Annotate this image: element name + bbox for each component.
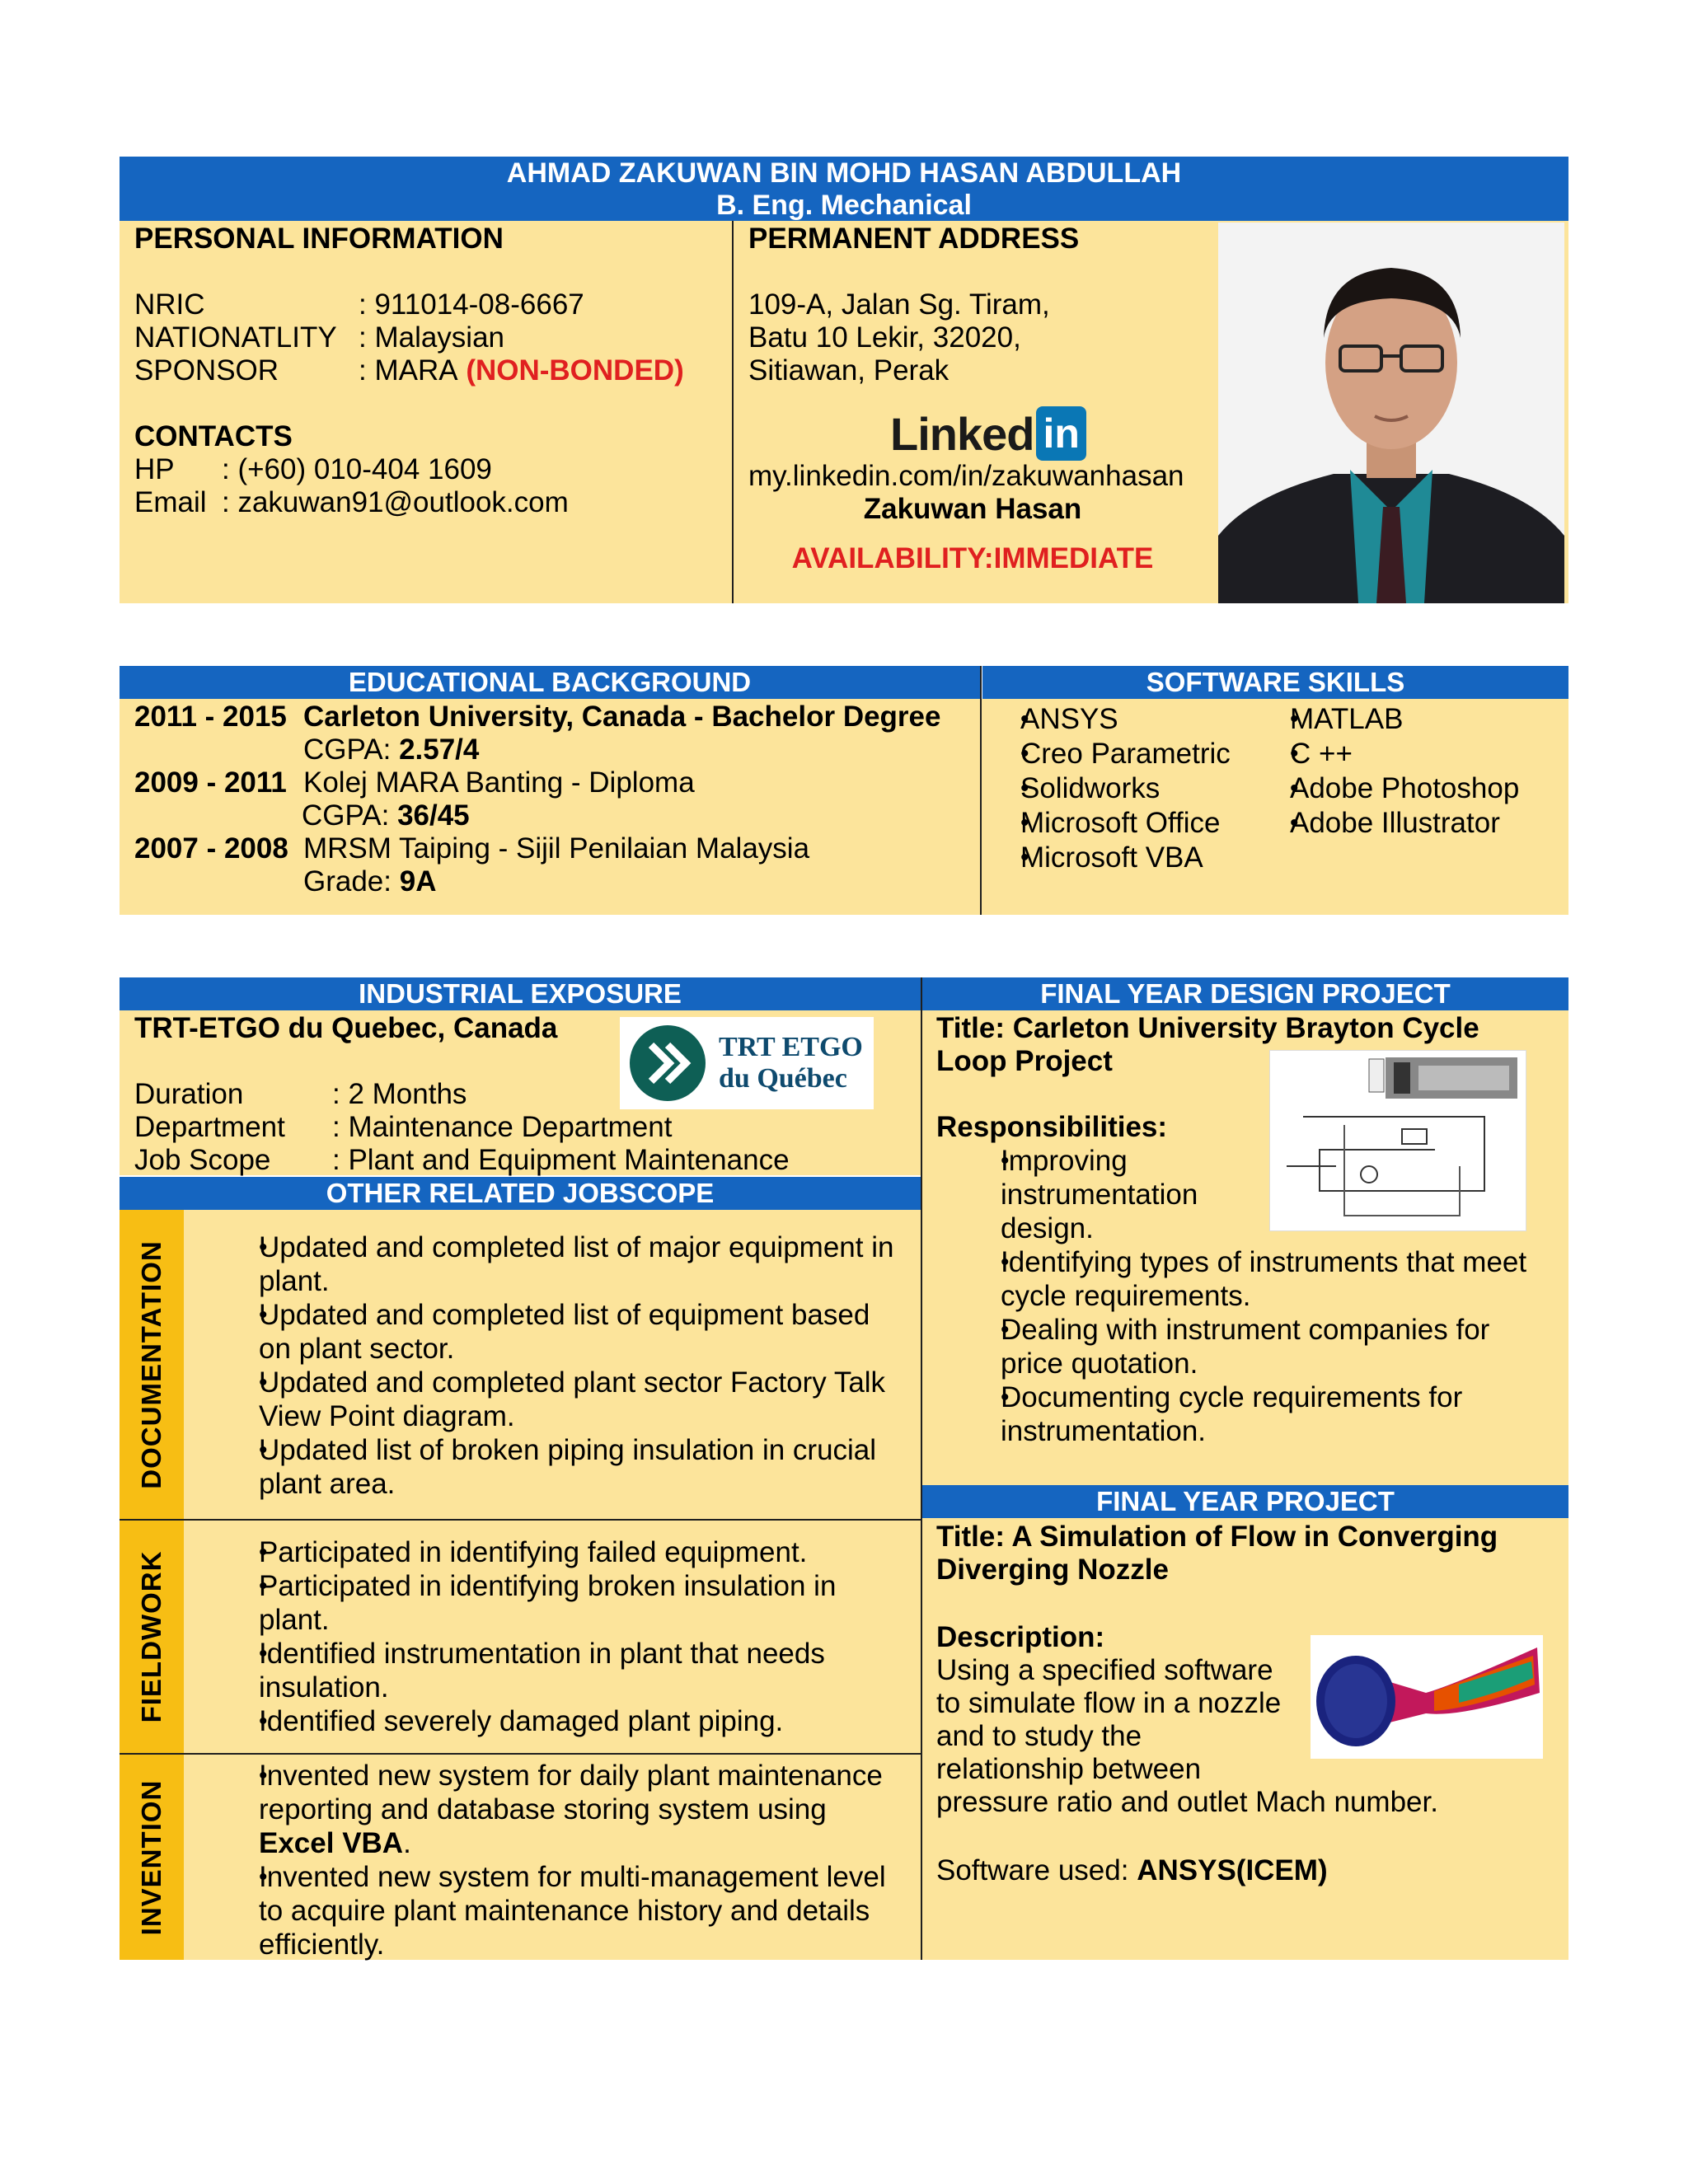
personal-divider: [732, 221, 734, 603]
fyp-heading: FINAL YEAR PROJECT: [922, 1485, 1568, 1518]
documentation-list: [206, 1230, 907, 1501]
sponsor-label: SPONSOR: [134, 354, 279, 387]
grade-value: 2.57/4: [399, 733, 480, 766]
email-label: Email: [134, 486, 207, 518]
software-item: • Adobe Photoshop: [1259, 771, 1564, 806]
responsibility-item: • Identifying types of instruments that meet cycle requirements.: [941, 1245, 1568, 1313]
education-grade: [134, 865, 975, 898]
duration-value: : 2 Months: [332, 1078, 467, 1110]
candidate-degree: B. Eng. Mechanical: [716, 190, 972, 221]
availability-status: AVAILABILITY:IMMEDIATE: [791, 542, 1154, 574]
sponsor-bond-status: (NON-BONDED): [466, 354, 684, 387]
software-item: • ANSYS: [989, 702, 1261, 737]
linkedin-name: Zakuwan Hasan: [863, 493, 1082, 525]
sponsor-row: [134, 354, 720, 387]
invention-list: [206, 1759, 907, 1961]
department-label: Department: [134, 1111, 285, 1143]
software-list-2: [1259, 702, 1564, 841]
education-entry: [134, 701, 975, 733]
responsibility-item: • Documenting cycle requirements for instrumentation.: [941, 1380, 1568, 1448]
address-line-3: Sitiawan, Perak: [748, 354, 950, 387]
department-value: : Maintenance Department: [332, 1111, 673, 1143]
section-divider: [120, 1519, 921, 1521]
software-heading: SOFTWARE SKILLS: [982, 666, 1568, 699]
description-text: Using a specified software to simulate flow in a nozzle and to study the relationship between pressure ratio and outlet Mach number.: [936, 1654, 1438, 1818]
responsibilities-list: [941, 1144, 1568, 1448]
job-scope-row: [134, 1144, 909, 1177]
responsibility-item: • Improving instrumentation design.: [941, 1144, 1568, 1245]
documentation-item: • Updated and completed list of equipment based on plant sector.: [206, 1298, 907, 1366]
contacts-heading: CONTACTS: [134, 420, 293, 452]
personal-info-heading: PERSONAL INFORMATION: [134, 223, 504, 255]
documentation-label: DOCUMENTATION: [120, 1210, 184, 1519]
company-name: TRT-ETGO du Quebec, Canada: [134, 1012, 558, 1044]
name-banner: [120, 157, 1568, 221]
documentation-item: • Updated list of broken piping insulation in crucial plant area.: [206, 1433, 907, 1501]
linkedin-url[interactable]: my.linkedin.com/in/zakuwanhasan: [748, 460, 1184, 492]
fieldwork-label: FIELDWORK: [120, 1521, 184, 1753]
grade-value: 36/45: [397, 799, 470, 832]
person-portrait-icon: [1218, 223, 1564, 603]
job-scope-value: : Plant and Equipment Maintenance: [332, 1144, 790, 1176]
nationality-row: [134, 321, 720, 354]
industrial-heading: INDUSTRIAL EXPOSURE: [120, 977, 921, 1010]
personal-info-section: [134, 223, 720, 519]
other-jobscope-heading: OTHER RELATED JOBSCOPE: [120, 1177, 921, 1210]
internship-details: [134, 1078, 909, 1177]
fieldwork-item: • Identified severely damaged plant piping.: [206, 1704, 907, 1738]
linkedin-logo[interactable]: [890, 404, 1086, 463]
software-item: • Microsoft VBA: [989, 841, 1261, 875]
education-entry: [134, 766, 975, 799]
education-school: MRSM Taiping - Sijil Penilaian Malaysia: [303, 832, 810, 865]
fieldwork-item: • Participated in identifying broken insulation in plant.: [206, 1569, 907, 1637]
education-list: [134, 701, 975, 898]
invention-item: • Invented new system for daily plant maintenance reporting and database storing system using Excel VBA.: [206, 1759, 907, 1860]
job-scope-label: Job Scope: [134, 1144, 271, 1176]
duration-label: Duration: [134, 1078, 244, 1110]
section-divider: [120, 1753, 921, 1755]
phone-row: [134, 453, 720, 486]
fydp-heading: FINAL YEAR DESIGN PROJECT: [922, 977, 1568, 1010]
education-entry: [134, 832, 975, 865]
fyp-title: [936, 1521, 1563, 1586]
nozzle-mesh-icon: [1311, 1635, 1543, 1759]
nationality-label: NATIONATLITY: [134, 321, 337, 354]
grade-label: CGPA:: [303, 733, 392, 766]
fydp-title-line-2: Loop Project: [936, 1045, 1113, 1077]
education-grade: [134, 799, 975, 832]
linkedin-in-badge: in: [1036, 406, 1085, 461]
phone-value: : (+60) 010-404 1609: [222, 453, 492, 485]
software-item: • C ++: [1259, 737, 1564, 771]
email-value[interactable]: : zakuwan91@outlook.com: [222, 486, 569, 518]
nric-row: [134, 288, 720, 321]
education-years: 2011 - 2015: [134, 701, 287, 733]
company-logo-line-1: TRT ETGO: [719, 1032, 863, 1062]
fieldwork-item: • Participated in identifying failed equipment.: [206, 1535, 907, 1569]
invention-label: INVENTION: [120, 1755, 184, 1960]
fydp-title-line-1: Title: Carleton University Brayton Cycle: [936, 1012, 1479, 1044]
documentation-item: • Updated and completed plant sector Factory Talk View Point diagram.: [206, 1366, 907, 1433]
profile-photo: [1218, 223, 1564, 603]
software-item: • Adobe Illustrator: [1259, 806, 1564, 841]
fieldwork-item: • Identified instrumentation in plant that needs insulation.: [206, 1637, 907, 1704]
company-logo-line-2: du Québec: [719, 1063, 847, 1094]
sponsor-value: : MARA: [359, 354, 458, 387]
software-used: [936, 1854, 1563, 1887]
grade-label: CGPA:: [302, 799, 390, 832]
email-row: [134, 486, 720, 519]
phone-label: HP: [134, 453, 175, 485]
fyp-title-line-1: Title: A Simulation of Flow in Converging: [936, 1521, 1498, 1553]
nozzle-simulation-image: [1311, 1635, 1543, 1759]
education-heading: EDUCATIONAL BACKGROUND: [120, 666, 980, 699]
linkedin-logo-text: Linked: [890, 407, 1034, 460]
software-item: • Creo Parametric: [989, 737, 1261, 771]
address-line-2: Batu 10 Lekir, 32020,: [748, 321, 1021, 354]
education-school: Kolej MARA Banting - Diploma: [303, 766, 695, 799]
education-school: Carleton University, Canada - Bachelor Degree: [303, 701, 941, 733]
address-section: [748, 223, 1210, 387]
address-heading: PERMANENT ADDRESS: [748, 223, 1080, 255]
software-used-value: ANSYS(ICEM): [1137, 1854, 1328, 1886]
software-list-1: [989, 702, 1261, 875]
education-years: 2009 - 2011: [134, 766, 287, 799]
address-line-1: 109-A, Jalan Sg. Tiram,: [748, 288, 1050, 321]
education-divider: [980, 666, 982, 915]
description-heading: Description:: [936, 1621, 1105, 1653]
fyp-title-line-2: Diverging Nozzle: [936, 1554, 1169, 1586]
documentation-item: • Updated and completed list of major equipment in plant.: [206, 1230, 907, 1298]
department-row: [134, 1111, 909, 1144]
nationality-value: : Malaysian: [359, 321, 505, 354]
software-item: • MATLAB: [1259, 702, 1564, 737]
fieldwork-list: [206, 1535, 907, 1738]
nric-value: : 911014-08-6667: [359, 288, 584, 321]
software-item: • Microsoft Office: [989, 806, 1261, 841]
grade-label: Grade:: [303, 865, 392, 898]
education-years: 2007 - 2008: [134, 832, 288, 865]
grade-value: 9A: [399, 865, 437, 898]
duration-row: [134, 1078, 909, 1111]
invention-item: • Invented new system for multi-management level to acquire plant maintenance history and details efficiently.: [206, 1860, 907, 1961]
education-grade: [134, 733, 975, 766]
responsibility-item: • Dealing with instrument companies for price quotation.: [941, 1313, 1568, 1380]
candidate-name: AHMAD ZAKUWAN BIN MOHD HASAN ABDULLAH: [506, 157, 1182, 189]
nric-label: NRIC: [134, 288, 205, 321]
software-item: • Solidworks: [989, 771, 1261, 806]
software-used-label: Software used:: [936, 1854, 1137, 1886]
responsibilities-heading: Responsibilities:: [936, 1111, 1168, 1143]
